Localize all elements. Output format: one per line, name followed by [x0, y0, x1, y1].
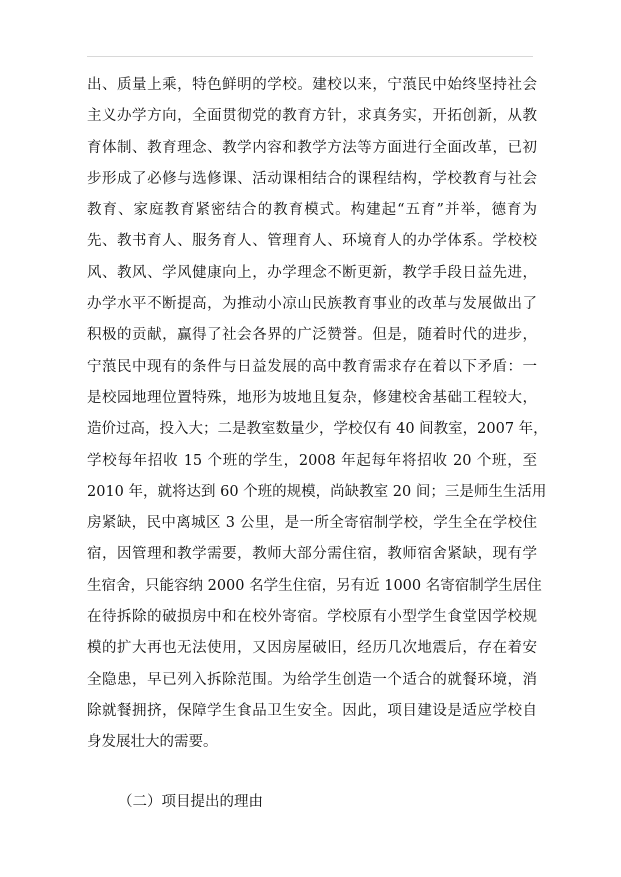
paragraph-line: 主义办学方向，全面贯彻党的教育方针，求真务实，开拓创新，从教 [87, 108, 537, 125]
header-divider [87, 56, 533, 57]
paragraph-line: 2010 年，就将达到 60 个班的规模，尚缺教室 20 间；三是师生生活用 [87, 483, 547, 500]
paragraph-line: 积极的贡献，赢得了社会各界的广泛赞誉。但是，随着时代的进步， [87, 327, 537, 344]
paragraph-line: 育体制、教育理念、教学内容和教学方法等方面进行全面改革，已初 [87, 139, 537, 156]
paragraph-line: 教育、家庭教育紧密结合的教育模式。构建起“五育”并举，德育为 [87, 202, 537, 219]
paragraph-line: 宁蒗民中现有的条件与日益发展的高中教育需求存在着以下矛盾：一 [87, 358, 537, 375]
paragraph-line: 宿，因管理和教学需要，教师大部分需住宿，教师宿舍紧缺，现有学 [87, 546, 537, 563]
section-heading: （二）项目提出的理由 [118, 794, 263, 810]
paragraph-line: 先、教书育人、服务育人、管理育人、环境育人的办学体系。学校校 [87, 233, 537, 250]
paragraph-line: 房紧缺，民中离城区 3 公里，是一所全寄宿制学校，学生全在学校住 [87, 515, 537, 532]
paragraph-line: 除就餐拥挤，保障学生食品卫生安全。因此，项目建设是适应学校自 [87, 702, 537, 719]
paragraph-line: 学校每年招收 15 个班的学生，2008 年起每年将招收 20 个班，至 [87, 452, 537, 469]
paragraph-line: 生宿舍，只能容纳 2000 名学生住宿，另有近 1000 名寄宿制学生居住 [87, 577, 542, 594]
paragraph-line: 风、教风、学风健康向上，办学理念不断更新，教学手段日益先进， [87, 264, 537, 281]
paragraph-line: 办学水平不断提高，为推动小凉山民族教育事业的改革与发展做出了 [87, 296, 537, 313]
paragraph-line: 模的扩大再也无法使用，又因房屋破旧，经历几次地震后，存在着安 [87, 640, 537, 657]
paragraph-line: 出、质量上乘，特色鲜明的学校。建校以来，宁蒗民中始终坚持社会 [87, 77, 537, 93]
paragraph-line: 造价过高，投入大；二是教室数量少，学校仅有 40 间教室，2007 年， [87, 421, 548, 438]
paragraph-line: 在待拆除的破损房中和在校外寄宿。学校原有小型学生食堂因学校规 [87, 609, 537, 626]
paragraph-line: 身发展壮大的需要。 [87, 734, 218, 751]
paragraph-line: 全隐患，早已列入拆除范围。为给学生创造一个适合的就餐环境，消 [87, 671, 537, 688]
paragraph-line: 步形成了必修与选修课、活动课相结合的课程结构，学校教育与社会 [87, 170, 537, 187]
body-paragraph [87, 70, 548, 759]
paragraph-line: 是校园地理位置特殊，地形为坡地且复杂，修建校舍基础工程较大， [87, 389, 537, 406]
